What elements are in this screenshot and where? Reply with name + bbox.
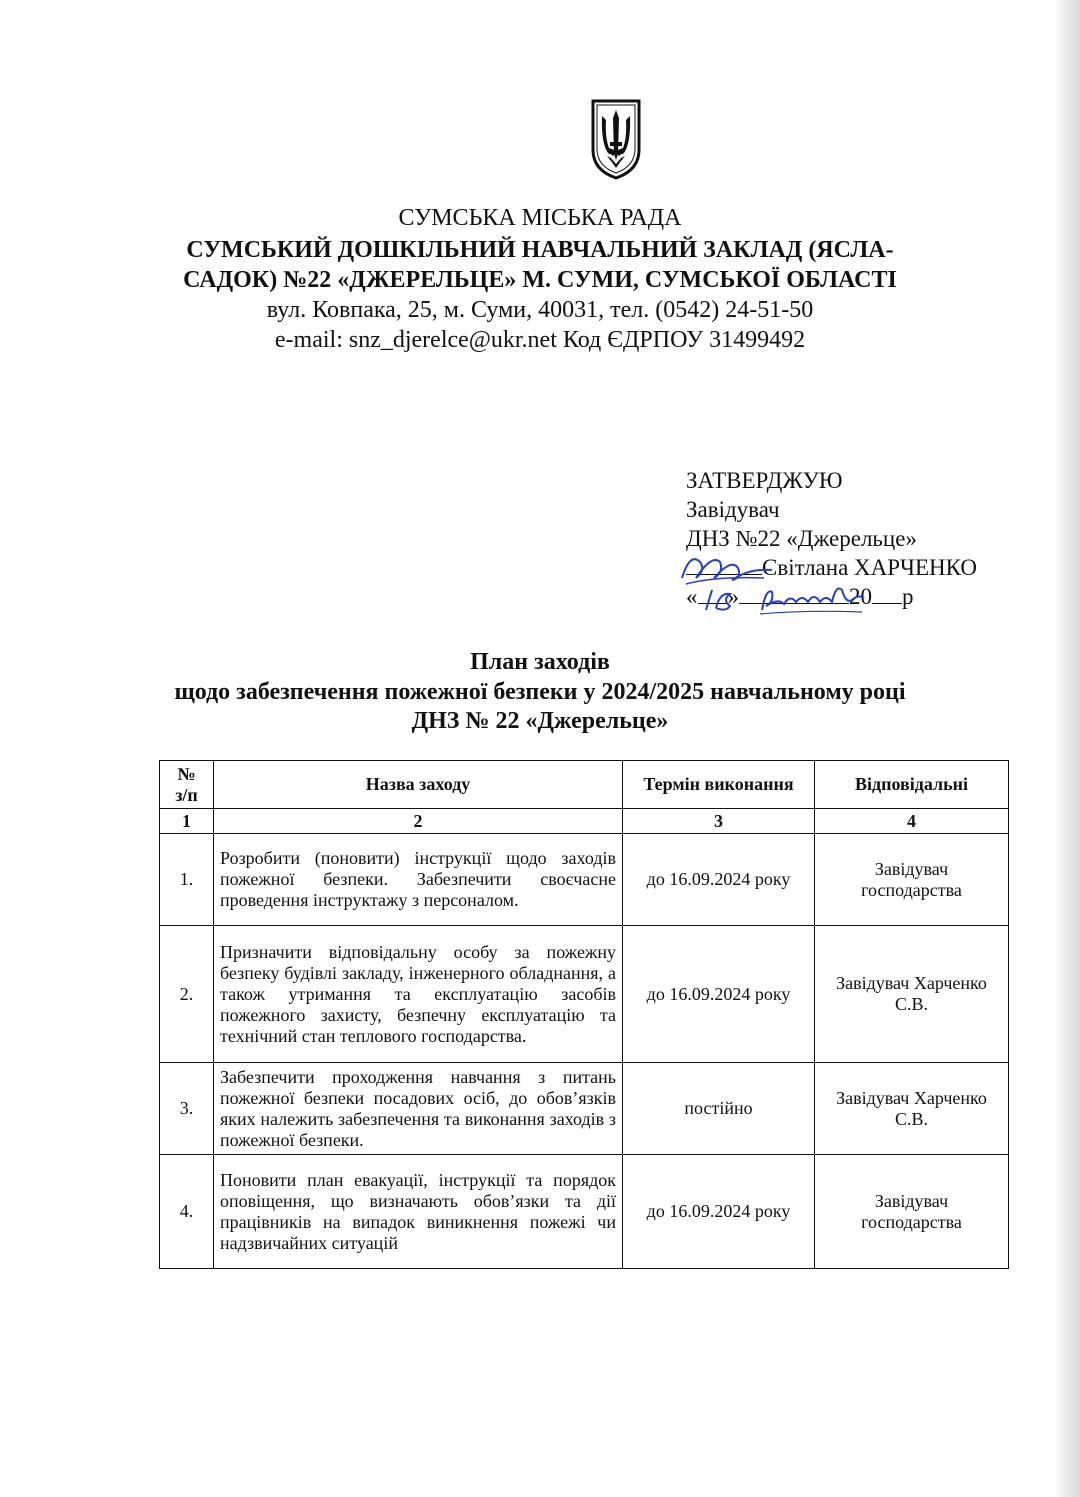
measure-responsible [815, 1155, 1009, 1269]
column-number: 4 [815, 809, 1009, 834]
column-number: 2 [214, 809, 623, 834]
approver-position: Завідувач [686, 497, 780, 522]
header-name: Назва заходу [214, 761, 623, 809]
approver-name: Світлана ХАРЧЕНКО [762, 555, 978, 580]
measure-term: до 16.09.2024 року [623, 1155, 815, 1269]
measure-term: до 16.09.2024 року [623, 926, 815, 1063]
responsible-line1: Завідувач Харченко [836, 973, 987, 993]
row-number: 4. [160, 1155, 214, 1269]
approval-heading: ЗАТВЕРДЖУЮ [686, 468, 843, 493]
handwritten-month [756, 580, 868, 620]
table-header-row [160, 761, 1009, 809]
institution-name-line1: СУМСЬКИЙ ДОШКІЛЬНИЙ НАВЧАЛЬНИЙ ЗАКЛАД (ЯСЛА- [186, 237, 894, 263]
table-row [160, 834, 1009, 926]
responsible-line2: господарства [861, 879, 962, 900]
responsible-line2: господарства [861, 1211, 962, 1232]
institution-address: вул. Ковпака, 25, м. Суми, 40031, тел. (0542) 24-51-50 [266, 297, 814, 323]
measures-table [159, 760, 1009, 1269]
measure-responsible [815, 1063, 1009, 1155]
header-responsible: Відповідальні [815, 761, 1009, 809]
measure-responsible [815, 926, 1009, 1063]
measure-name: Забезпечити проходження навчання з питань пожежної безпеки посадових осіб, до обов’язків яких належить забезпечення та виконання заходів з пожежної безпеки. [214, 1063, 623, 1155]
year-suffix: р [902, 584, 914, 609]
year-prefix: 20 [849, 584, 872, 609]
plan-title: План заходів [470, 649, 610, 675]
institution-contacts: e-mail: snz_djerelce@ukr.net Код ЄДРПОУ 31499492 [274, 327, 806, 353]
column-number: 3 [623, 809, 815, 834]
table-row [160, 1063, 1009, 1155]
coat-of-arms-icon [590, 98, 642, 180]
responsible-line2: С.В. [894, 1108, 928, 1129]
approver-organization: ДНЗ №22 «Джерельце» [686, 526, 917, 551]
column-number-row [160, 809, 1009, 834]
header-number-sign: № [177, 763, 196, 784]
plan-institution: ДНЗ № 22 «Джерельце» [411, 708, 669, 734]
row-number: 1. [160, 834, 214, 926]
header-term: Термін виконання [623, 761, 815, 809]
row-number: 3. [160, 1063, 214, 1155]
table-row [160, 1155, 1009, 1269]
date-close-quote: » [727, 584, 739, 609]
measure-responsible [815, 834, 1009, 926]
institution-name-line2: САДОК) №22 «ДЖЕРЕЛЬЦЕ» М. СУМИ, СУМСЬКОЇ ОБЛАСТІ [183, 267, 897, 293]
measure-name: Поновити план евакуації, інструкції та порядок оповіщення, що визначають обов’язки та дії працівників на випадок виникнення пожежі чи надзвичайних ситуацій [214, 1155, 623, 1269]
handwritten-day [700, 584, 740, 614]
responsible-line2: С.В. [894, 994, 928, 1014]
responsible-line1: Завідувач [874, 1190, 949, 1211]
measure-term: постійно [623, 1063, 815, 1155]
measure-name: Призначити відповідальну особу за пожежну безпеку будівлі закладу, інженерного обладнання, а також утримання та експлуатацію засобів пожежного захисту, безпечну експлуатацію та технічний стан теплового господарства. [214, 926, 623, 1063]
measure-name: Розробити (поновити) інструкції щодо заходів пожежної безпеки. Забезпечити своєчасне проведення інструктажу з персоналом. [214, 834, 623, 926]
column-number: 1 [160, 809, 214, 834]
measure-term: до 16.09.2024 року [623, 834, 815, 926]
table-row [160, 926, 1009, 1063]
responsible-line1: Завідувач [874, 858, 949, 879]
date-open-quote: « [686, 584, 698, 609]
header-number-abbr: з/п [175, 784, 198, 805]
plan-subtitle: щодо забезпечення пожежної безпеки у 2024/2025 навчальному році [174, 679, 906, 705]
responsible-line1: Завідувач Харченко [836, 1087, 987, 1108]
header-number [160, 761, 214, 809]
year-blank [872, 602, 902, 604]
council-name: СУМСЬКА МІСЬКА РАДА [398, 205, 682, 231]
row-number: 2. [160, 926, 214, 1063]
